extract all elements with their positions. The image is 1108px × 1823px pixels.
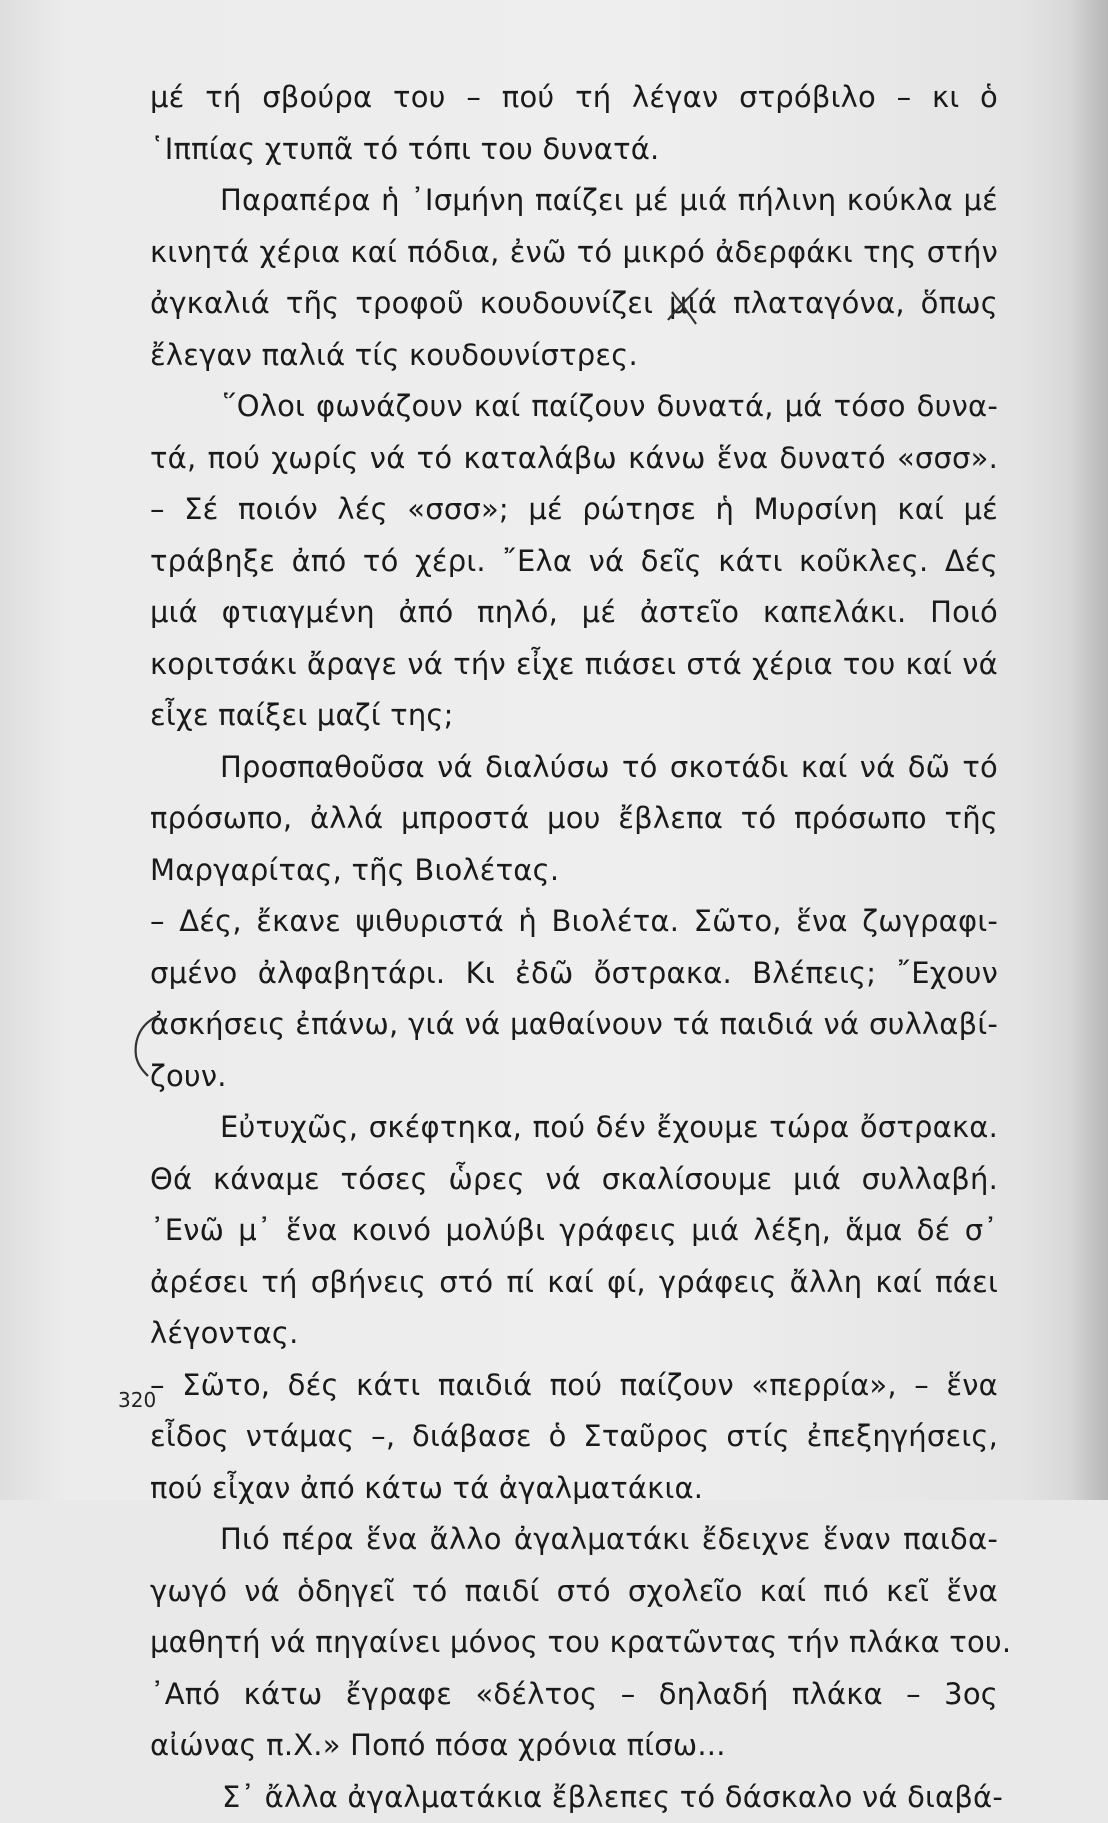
text-line: γωγό νά ὁδηγεῖ τό παιδί στό σχολεῖο καί πιό κεῖ ἕνα: [150, 1566, 998, 1618]
text-line: – Σέ ποιόν λές «σσσ»; μέ ρώτησε ἡ Μυρσίνη καί μέ: [150, 484, 998, 536]
text-line: εἶδος ντάμας –, διάβασε ὁ Σταῦρος στίς ἐπεξηγήσεις,: [150, 1411, 998, 1463]
page-gutter-shadow: [1068, 0, 1108, 1500]
text-line: – Σῶτο, δές κάτι παιδιά πού παίζουν «περρία», – ἕνα: [150, 1360, 998, 1412]
text-line: Εὐτυχῶς, σκέφτηκα, πού δέν ἔχουμε τώρα ὄστρακα.: [150, 1102, 998, 1154]
text-line: Θά κάναμε τόσες ὧρες νά σκαλίσουμε μιά συλλαβή.: [150, 1154, 998, 1206]
text-line: ῾Ιππίας χτυπᾶ τό τόπι του δυνατά.: [150, 124, 998, 176]
text-line: μιά φτιαγμένη ἀπό πηλό, μέ ἀστεῖο καπελάκι. Ποιό: [150, 587, 998, 639]
text-line: ᾿Ενῶ μ᾿ ἕνα κοινό μολύβι γράφεις μιά λέξη, ἅμα δέ σ᾿: [150, 1205, 998, 1257]
text-line: Μαργαρίτας, τῆς Βιολέτας.: [150, 845, 998, 897]
text-line: πρόσωπο, ἀλλά μπροστά μου ἔβλεπα τό πρόσωπο τῆς: [150, 793, 998, 845]
text-line: ἀρέσει τή σβήνεις στό πί καί φί, γράφεις ἄλλη καί πάει: [150, 1257, 998, 1309]
text-line: ἀσκήσεις ἐπάνω, γιά νά μαθαίνουν τά παιδιά νά συλλαβί-: [150, 999, 998, 1051]
page-number: 320: [118, 1388, 156, 1412]
text-line: ἀγκαλιά τῆς τροφοῦ κουδουνίζει μιά πλαταγόνα, ὅπως: [150, 278, 998, 330]
text-line: εἶχε παίξει μαζί της;: [150, 690, 998, 742]
text-line: τά, πού χωρίς νά τό καταλάβω κάνω ἕνα δυνατό «σσσ».: [150, 433, 998, 485]
body-text: [150, 72, 998, 1823]
text-line: ζουν.: [150, 1051, 998, 1103]
text-line: ῞Ολοι φωνάζουν καί παίζουν δυνατά, μά τόσο δυνα-: [150, 381, 998, 433]
text-line: Πιό πέρα ἕνα ἄλλο ἀγαλματάκι ἔδειχνε ἕναν παιδα-: [150, 1514, 998, 1566]
text-line: κοριτσάκι ἄραγε νά τήν εἶχε πιάσει στά χέρια του καί νά: [150, 639, 998, 691]
text-line: τράβηξε ἀπό τό χέρι. ῎Ελα νά δεῖς κάτι κοῦκλες. Δές: [150, 536, 998, 588]
text-line: Προσπαθοῦσα νά διαλύσω τό σκοτάδι καί νά δῶ τό: [150, 742, 998, 794]
text-line: ᾿Από κάτω ἔγραφε «δέλτος – δηλαδή πλάκα – 3ος: [150, 1669, 998, 1721]
text-line: πού εἶχαν ἀπό κάτω τά ἀγαλματάκια.: [150, 1463, 998, 1515]
text-line: Παραπέρα ἡ ᾿Ισμήνη παίζει μέ μιά πήλινη κούκλα μέ: [150, 175, 998, 227]
text-line: αἰώνας π.Χ.» Ποπό πόσα χρόνια πίσω...: [150, 1720, 998, 1772]
text-line: ἔλεγαν παλιά τίς κουδουνίστρες.: [150, 330, 998, 382]
text-line: λέγοντας.: [150, 1308, 998, 1360]
text-line: μαθητή νά πηγαίνει μόνος του κρατῶντας τήν πλάκα του.: [150, 1617, 998, 1669]
text-line: Σ᾿ ἄλλα ἀγαλματάκια ἔβλεπες τό δάσκαλο νά διαβά-: [150, 1772, 998, 1823]
text-line: σμένο ἀλφαβητάρι. Κι ἐδῶ ὄστρακα. Βλέπεις; ῎Εχουν: [150, 948, 998, 1000]
text-line: – Δές, ἔκανε ψιθυριστά ἡ Βιολέτα. Σῶτο, ἕνα ζωγραφι-: [150, 896, 998, 948]
text-line: μέ τή σβούρα του – πού τή λέγαν στρόβιλο – κι ὁ: [150, 72, 998, 124]
text-line: κινητά χέρια καί πόδια, ἐνῶ τό μικρό ἀδερφάκι της στήν: [150, 227, 998, 279]
